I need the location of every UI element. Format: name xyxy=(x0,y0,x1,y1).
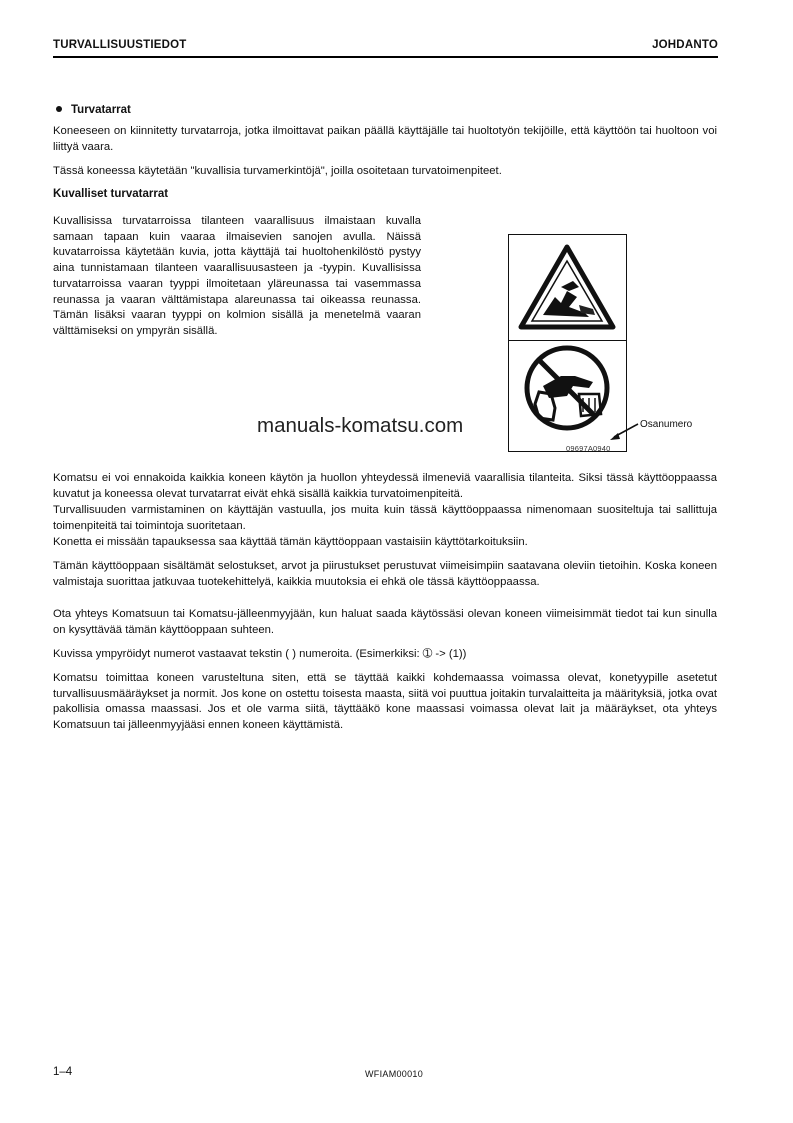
intro-paragraph-1: Koneeseen on kiinnitetty turvatarroja, jotka ilmoittavat paikan päällä käyttäjälle tai huoltotyön tekijöille, että käyttöön tai huoltoon voi liittyä vaara. xyxy=(53,125,717,153)
arrow-icon xyxy=(608,422,640,442)
sign-divider xyxy=(509,340,626,341)
safety-label-figure xyxy=(508,234,627,452)
intro-paragraph-2: Tässä koneessa käytetään "kuvallisia turvamerkintöjä", joilla osoitetaan turvatoimenpiteet. xyxy=(53,165,502,177)
warning-triangle-icon xyxy=(509,235,625,338)
page-header xyxy=(53,38,718,58)
header-chapter-title: JOHDANTO xyxy=(652,39,718,51)
body-paragraph-2: Turvallisuuden varmistaminen on käyttäjän vastuulla, jos muita kuin tässä käyttöoppaassa nimenomaan suositeltuja tai sallittuja toimenpiteitä tai toimintoja suoritetaan. xyxy=(53,504,717,532)
body-paragraph-5: Ota yhteys Komatsuun tai Komatsu-jälleenmyyjään, kun haluat saada käytössäsi olevan koneen viimeisimmät tiedot tai kun sinulla on kysyttävää tämän käyttöoppaan suhteen. xyxy=(53,608,717,636)
watermark: manuals-komatsu.com xyxy=(257,414,464,437)
body-paragraph-4: Tämän käyttöoppaan sisältämät selostukset, arvot ja piirustukset perustuvat viimeisimpiin saatavana oleviin tietoihin. Koska koneen valmistaja suorittaa jatkuvaa tuotekehittelyä, kaikkia muutoksia ei ehkä ole tässä käyttöoppaassa. xyxy=(53,560,717,588)
body-paragraph-1: Komatsu ei voi ennakoida kaikkia koneen käytön ja huollon yhteydessä ilmeneviä vaarallisia tilanteita. Siksi tässä käyttöoppaassa kuvatut ja koneessa olevat turvatarrat eivät ehkä sisällä kaikkia turvatoimenpiteitä. xyxy=(53,472,717,500)
subsection-heading: Kuvalliset turvatarrat xyxy=(53,188,169,200)
section-heading xyxy=(56,104,131,116)
document-code: WFIAM00010 xyxy=(365,1069,424,1079)
header-section-title: TURVALLISUUSTIEDOT xyxy=(53,39,187,51)
bullet-icon xyxy=(56,106,62,112)
figure-code: 09697A0940 xyxy=(566,444,611,453)
page-number: 1–4 xyxy=(53,1066,73,1078)
part-number-label: Osanumero xyxy=(640,419,693,430)
body-paragraph-7: Komatsu toimittaa koneen varusteltuna siten, että se täyttää kaikki kohdemaassa voimassa olevat, konetyypille asetetut turvallisuusmääräykset ja normit. Jos kone on ostettu toisesta maasta, siitä voi puuttua joitakin turvalaitteita ja määrityksiä, jotka ovat pakollisia omassa maassasi. Jos et ole varma siitä, täyttääkö kone maassasi voimassa olevat lait ja määräykset, ota yhteys Komatsuun tai jälleenmyyjääsi ennen koneen käyttämistä. xyxy=(53,672,717,732)
body-paragraph-6: Kuvissa ympyröidyt numerot vastaavat tekstin ( ) numeroita. (Esimerkiksi: ➀ -> (1)) xyxy=(53,648,467,660)
section-heading-text: Turvatarrat xyxy=(71,104,131,116)
pictorial-labels-description: Kuvallisissa turvatarroissa tilanteen vaarallisuus ilmaistaan kuvalla samaan tapaan kuin vaaraa ilmaisevien sanojen avulla. Näissä kuvatarroissa käytetään kuvia, jotta käyttäjä tai huoltohenkilöstö pystyy aina tunnistamaan tilanteen vaarallisuusasteen ja -tyypin. Kuvallisissa turvatarroissa vaaran tyyppi ilmoitetaan yläreunassa tai vasemmassa reunassa ja vaaran välttämistapa alareunassa tai oikeassa reunassa. Tämän lisäksi vaaran tyyppi on kolmion sisällä ja menetelmä vaaran välttämiseksi on ympyrän sisällä. xyxy=(53,215,421,337)
body-paragraph-3: Konetta ei missään tapauksessa saa käyttää tämän käyttöoppaan vastaisiin käyttötarkoituksiin. xyxy=(53,536,528,548)
